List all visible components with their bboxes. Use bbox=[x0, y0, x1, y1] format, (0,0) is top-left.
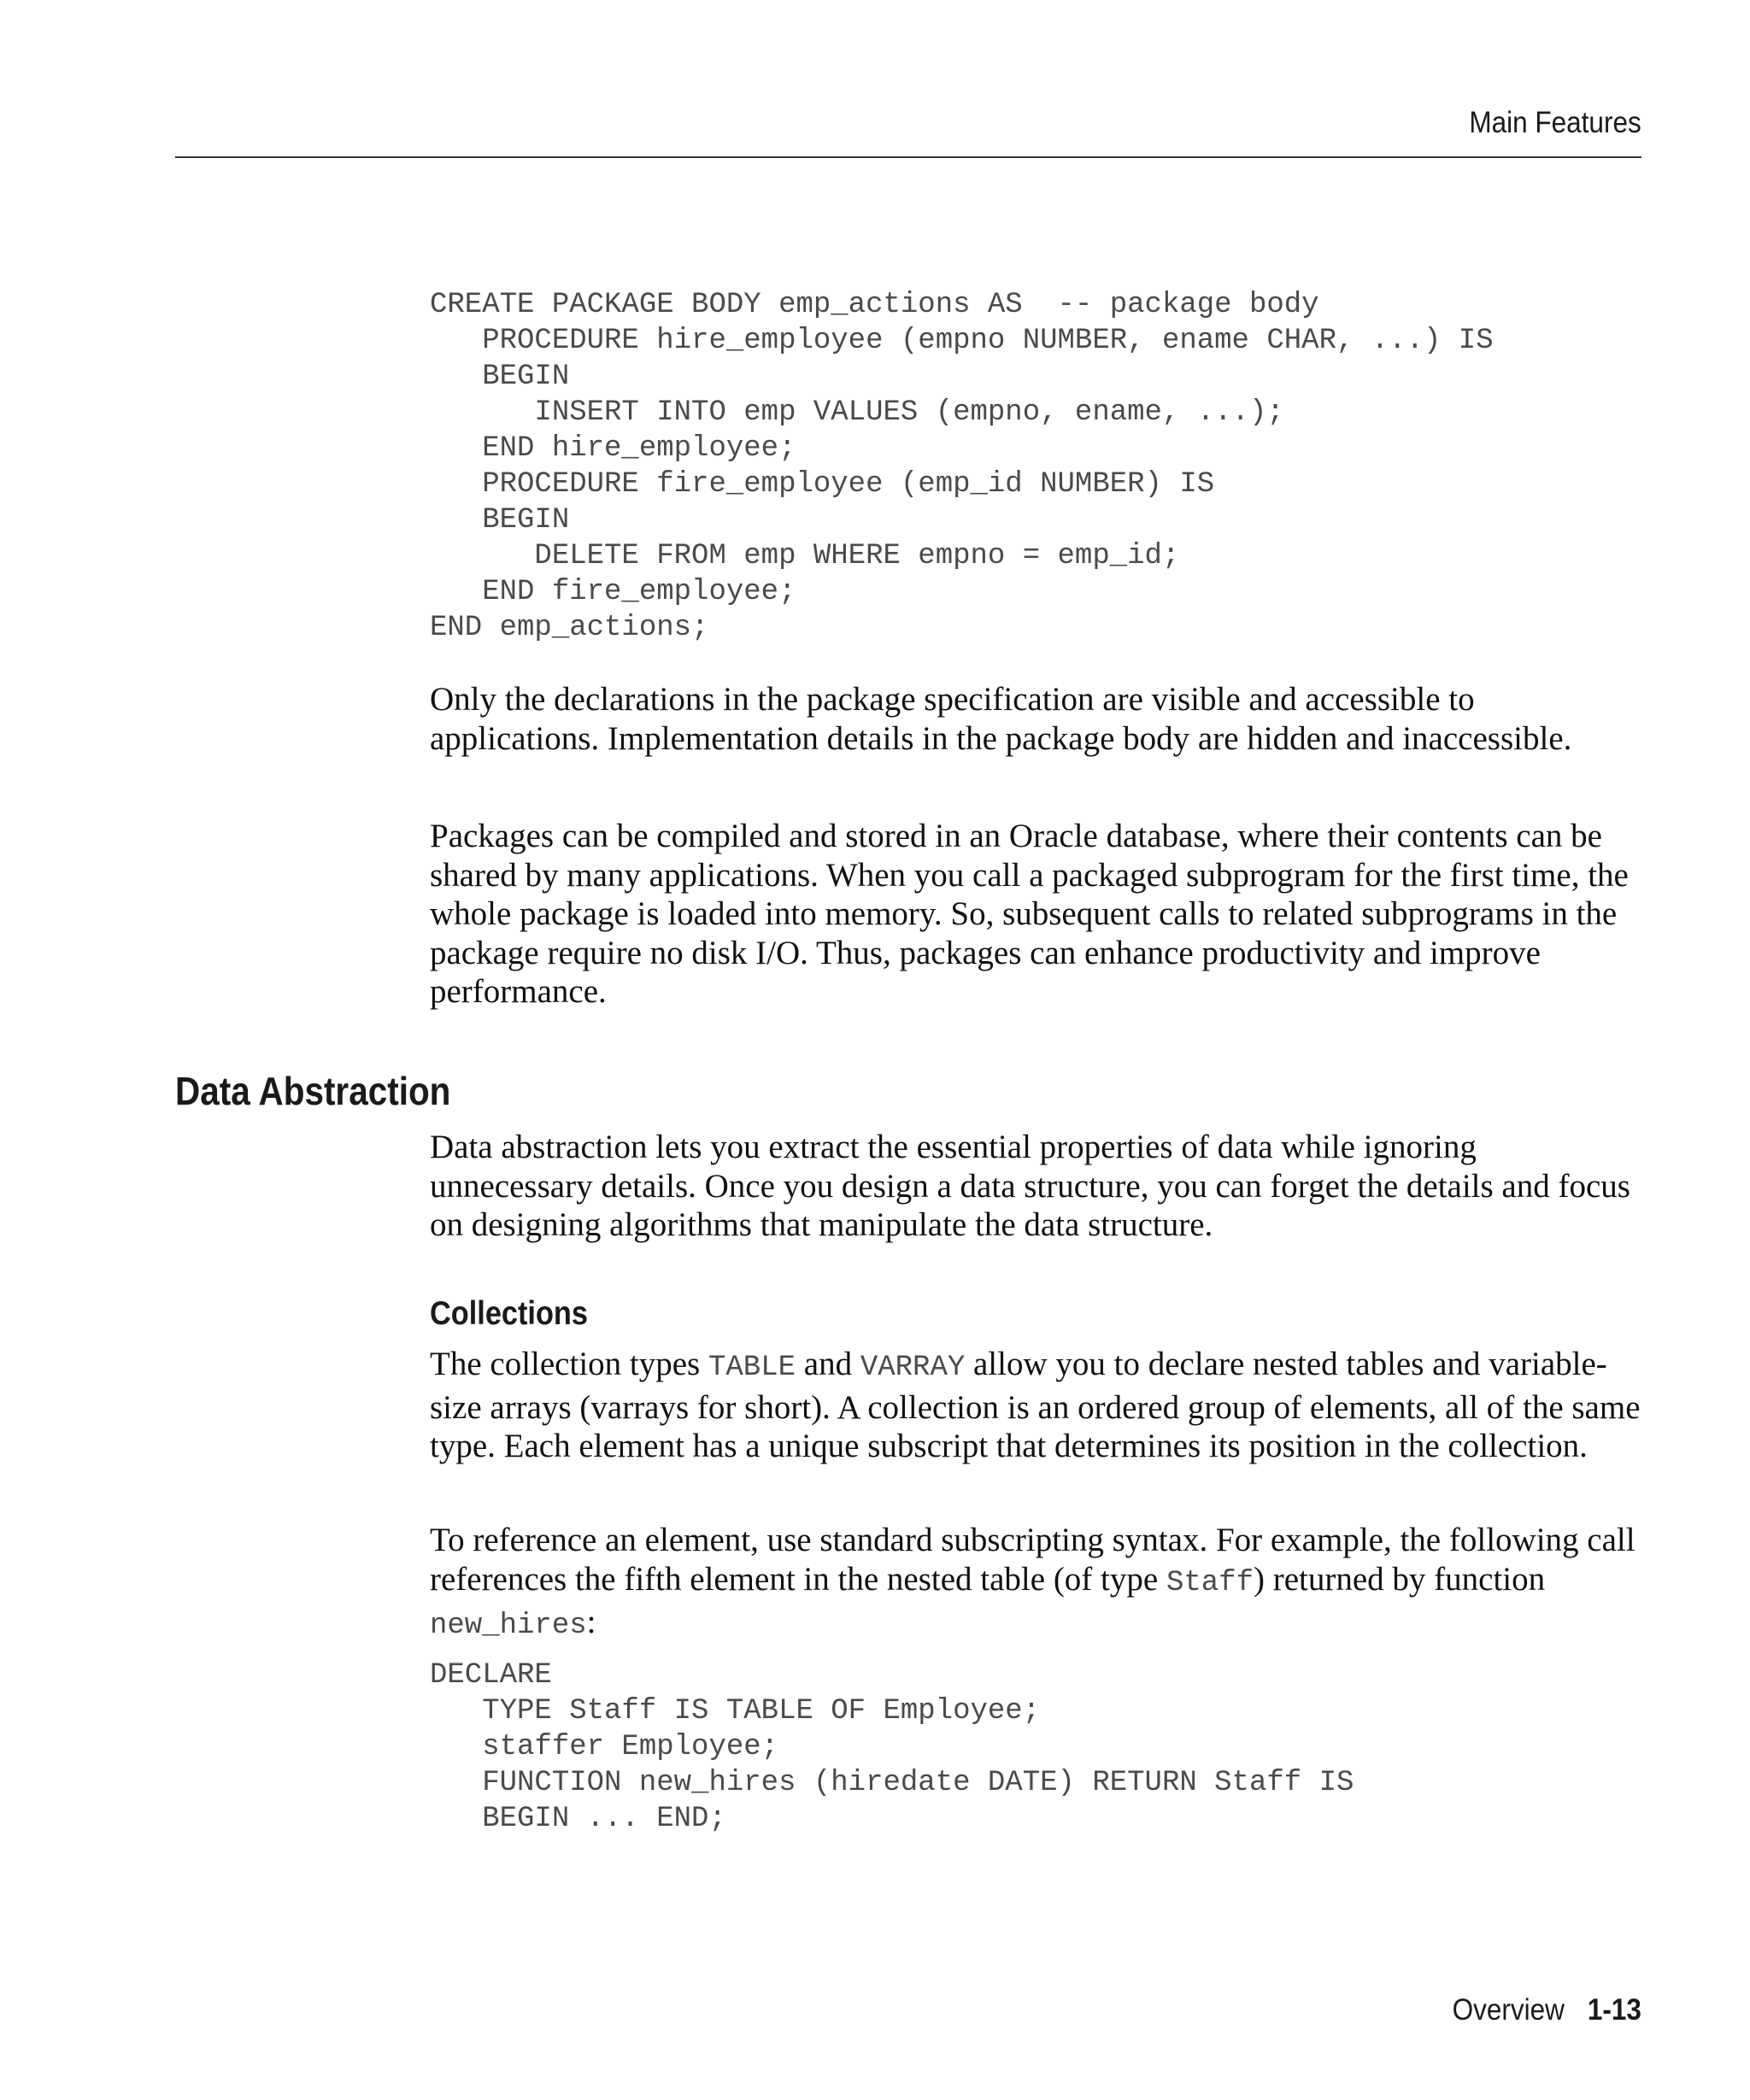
text-run: allow you to declare nested tables and variable-size arrays (varrays for short). A collection is an ordered group of elements, all of the same type. Each element has a unique subscript that determines its position in the collection. bbox=[430, 1346, 1641, 1464]
inline-code-staff: Staff bbox=[1166, 1566, 1254, 1599]
text-run: and bbox=[796, 1346, 860, 1382]
paragraph-collection-types bbox=[430, 1345, 1643, 1466]
text-run: The collection types bbox=[430, 1346, 708, 1382]
code-block-package-body: CREATE PACKAGE BODY emp_actions AS -- package body PROCEDURE hire_employee (empno NUMBER, ename CHAR, ...) IS BEGIN INSERT INTO emp VALUES (empno, ename, ...); END hire_employee; PROCEDURE fire_employee (emp_id NUMBER) IS BEGIN DELETE FROM emp WHERE empno = emp_id; END fire_employee; END emp_actions; bbox=[430, 289, 1494, 644]
inline-code-varray: VARRAY bbox=[860, 1352, 966, 1384]
page-number: 1-13 bbox=[1587, 1993, 1641, 2027]
footer-chapter: Overview bbox=[1452, 1993, 1565, 2027]
page-footer bbox=[1453, 1993, 1641, 2027]
inline-code-table: TABLE bbox=[708, 1352, 796, 1384]
paragraph-package-performance: Packages can be compiled and stored in an Oracle database, where their contents can be shared by many applications. When you call a packaged subprogram for the first time, the whole package is loaded into memory. So, subsequent calls to related subprograms in the package require no disk I/O. Thus, packages can enhance productivity and improve performance. bbox=[430, 818, 1629, 1010]
inline-code-new-hires: new_hires bbox=[430, 1610, 587, 1642]
paragraph-package-visibility: Only the declarations in the package specification are visible and accessible to applications. Implementation details in the package body are hidden and inaccessible. bbox=[430, 681, 1572, 757]
text-run: ) returned by function bbox=[1253, 1560, 1546, 1598]
code-block-declare: DECLARE TYPE Staff IS TABLE OF Employee; staffer Employee; FUNCTION new_hires (hiredate DATE) RETURN Staff IS BEGIN ... END; bbox=[430, 1659, 1354, 1835]
text-run: : bbox=[586, 1604, 596, 1640]
text-run: To reference an element, use standard subscripting syntax. For example, the following call references the fifth element in the nested table (of type bbox=[430, 1522, 1635, 1598]
section-heading-data-abstraction: Data Abstraction bbox=[175, 1069, 451, 1113]
subsection-heading-collections: Collections bbox=[430, 1295, 588, 1332]
running-header: Main Features bbox=[1469, 106, 1641, 139]
header-rule bbox=[175, 156, 1641, 158]
paragraph-data-abstraction: Data abstraction lets you extract the essential properties of data while ignoring unnecessary details. Once you design a data structure, you can forget the details and focus on designing algorithms that manipulate the data structure. bbox=[430, 1129, 1630, 1243]
paragraph-subscripting bbox=[430, 1521, 1643, 1646]
